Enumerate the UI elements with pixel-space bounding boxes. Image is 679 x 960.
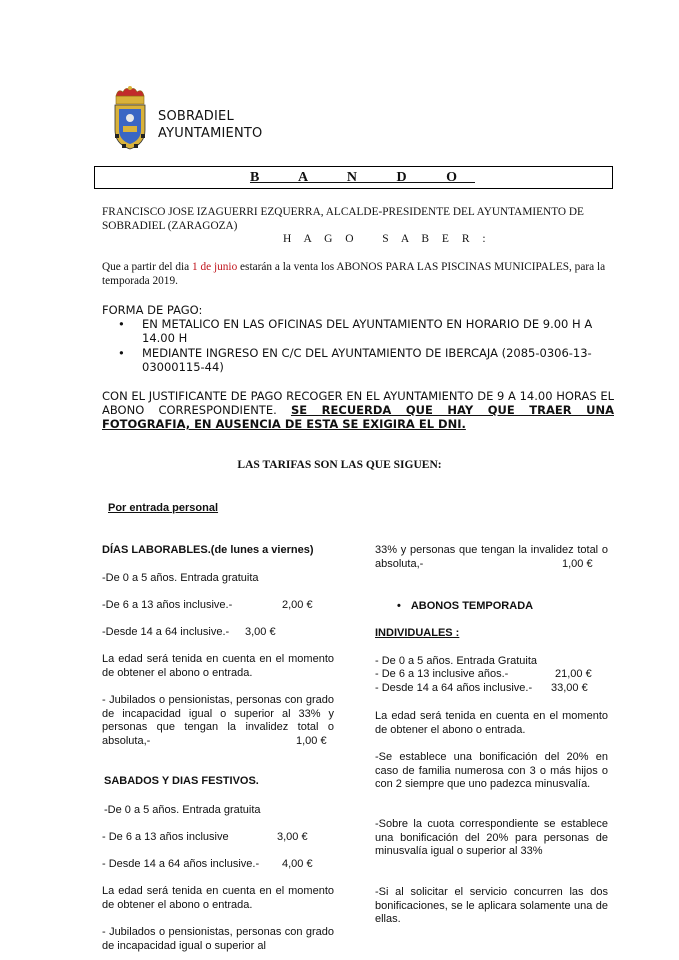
lab-6-13-label: -De 6 a 13 años inclusive.- (102, 599, 233, 611)
laborables-title: DÍAS LABORABLES.(de lunes a viernes) (102, 544, 314, 556)
ind-edad: La edad será tenida en cuenta en el momento de obtener el abono o entrada. (375, 710, 608, 736)
festivos-title: SABADOS Y DIAS FESTIVOS. (104, 775, 259, 787)
hago-saber: H A G O S A B E R : (283, 233, 491, 245)
payment-item (118, 317, 598, 345)
right-cont-text: 33% y personas que tengan la invalidez total o absoluta,- (375, 544, 608, 570)
page-title: B A N D O (249, 170, 475, 185)
por-entrada-heading: Por entrada personal (108, 502, 219, 514)
right-cont-price: 1,00 € (562, 557, 593, 570)
ind-6-13-label: - De 6 a 13 inclusive años.- (375, 668, 509, 680)
tarifas-heading: LAS TARIFAS SON LAS QUE SIGUEN: (237, 459, 442, 471)
individuales-title: INDIVIDUALES : (375, 627, 460, 639)
lab-free: -De 0 a 5 años. Entrada gratuita (102, 572, 259, 584)
sale-notice (102, 260, 614, 288)
lab-6-13 (102, 599, 334, 613)
notice-date: 1 de junio (192, 261, 238, 273)
lab-jubilados-text: - Jubilados o pensionistas, personas con grado de incapacidad igual o superior al 33% y personas que tengan la invalidez total o absoluta,- (102, 694, 334, 747)
justificante-note (102, 389, 614, 431)
fest-14-64-label: - Desde 14 a 64 años inclusive.- (102, 858, 260, 870)
notice-after: estarán a la venta los ABONOS PARA LAS PISCINAS MUNICIPALES, para la temporada 2019. (102, 261, 606, 287)
organization-name (158, 108, 262, 142)
payment-list (118, 317, 598, 374)
lab-14-64 (102, 626, 334, 640)
lab-6-13-price: 2,00 € (282, 599, 313, 611)
bonif-minusvalia: -Sobre la cuota correspondiente se establece una bonificación del 20% para personas de minusvalía igual o superior al 33% (375, 818, 608, 857)
bullet-icon: • (397, 600, 401, 612)
fest-14-64-price: 4,00 € (282, 858, 313, 870)
right-continuation (375, 544, 608, 571)
ind-14-64-price: 33,00 € (551, 682, 588, 694)
fest-6-13 (102, 831, 334, 845)
payment-item (118, 346, 598, 374)
ind-6-13-price: 21,00 € (555, 668, 592, 680)
lab-14-64-label: -Desde 14 a 64 inclusive.- (102, 626, 230, 638)
abonos-title (397, 600, 607, 614)
notice-before: Que a partir del dia (102, 261, 193, 273)
lab-jubilados-price: 1,00 € (296, 735, 327, 747)
lab-14-64-price: 3,00 € (245, 626, 276, 638)
payment-title: FORMA DE PAGO: (102, 303, 203, 317)
ind-14-64-label: - Desde 14 a 64 años inclusive.- (375, 682, 533, 694)
org-name-line2: AYUNTAMIENTO (158, 126, 263, 141)
fest-14-64 (102, 858, 334, 872)
justificante-text: CON EL JUSTIFICANTE DE PAGO RECOGER EN EL AYUNTAMIENTO DE 9 A 14.00 HORAS EL ABONO CORRESPONDIENTE. (102, 389, 614, 417)
mayor-intro: FRANCISCO JOSE IZAGUERRI EZQUERRA, ALCALDE-PRESIDENTE DEL AYUNTAMIENTO DE SOBRADIEL (ZARAGOZA) (102, 206, 584, 232)
fest-edad: La edad será tenida en cuenta en el momento de obtener el abono o entrada. (102, 885, 334, 911)
payment-item-text: MEDIANTE INGRESO EN C/C DEL AYUNTAMIENTO DE IBERCAJA (2085-0306-13-03000115-44) (142, 346, 592, 374)
fest-free: -De 0 a 5 años. Entrada gratuita (104, 804, 261, 816)
bonif-numerosa: -Se establece una bonificación del 20% en caso de familia numerosa con 3 o más hijos o con 2 siempre que uno padezca minusvalía. (375, 751, 608, 790)
bonif-dos: -Si al solicitar el servicio concurren las dos bonificaciones, se le aplicara solamente una de ellas. (375, 886, 608, 925)
coat-of-arms-icon (110, 86, 150, 152)
lab-jubilados (102, 694, 334, 748)
org-name-line1: SOBRADIEL (158, 109, 234, 124)
bullet-icon: • (118, 317, 125, 331)
fest-6-13-label: - De 6 a 13 años inclusive (102, 831, 229, 843)
ind-free: - De 0 a 5 años. Entrada Gratuita (375, 655, 538, 667)
ind-14-64 (375, 682, 608, 696)
justificante-emphasis: SE RECUERDA QUE HAY QUE TRAER UNA FOTOGRAFIA, EN AUSENCIA DE ESTA SE EXIGIRA EL DNI. (102, 403, 614, 431)
bullet-icon: • (118, 346, 125, 360)
lab-edad: La edad será tenida en cuenta en el momento de obtener el abono o entrada. (102, 653, 334, 679)
ind-6-13 (375, 668, 608, 682)
payment-item-text: EN METALICO EN LAS OFICINAS DEL AYUNTAMIENTO EN HORARIO DE 9.00 H A 14.00 H (142, 317, 593, 345)
abonos-title-text: ABONOS TEMPORADA (410, 600, 534, 612)
fest-jubilados: - Jubilados o pensionistas, personas con grado de incapacidad igual o superior al (102, 926, 334, 952)
fest-6-13-price: 3,00 € (277, 831, 308, 843)
title-box (94, 166, 613, 189)
